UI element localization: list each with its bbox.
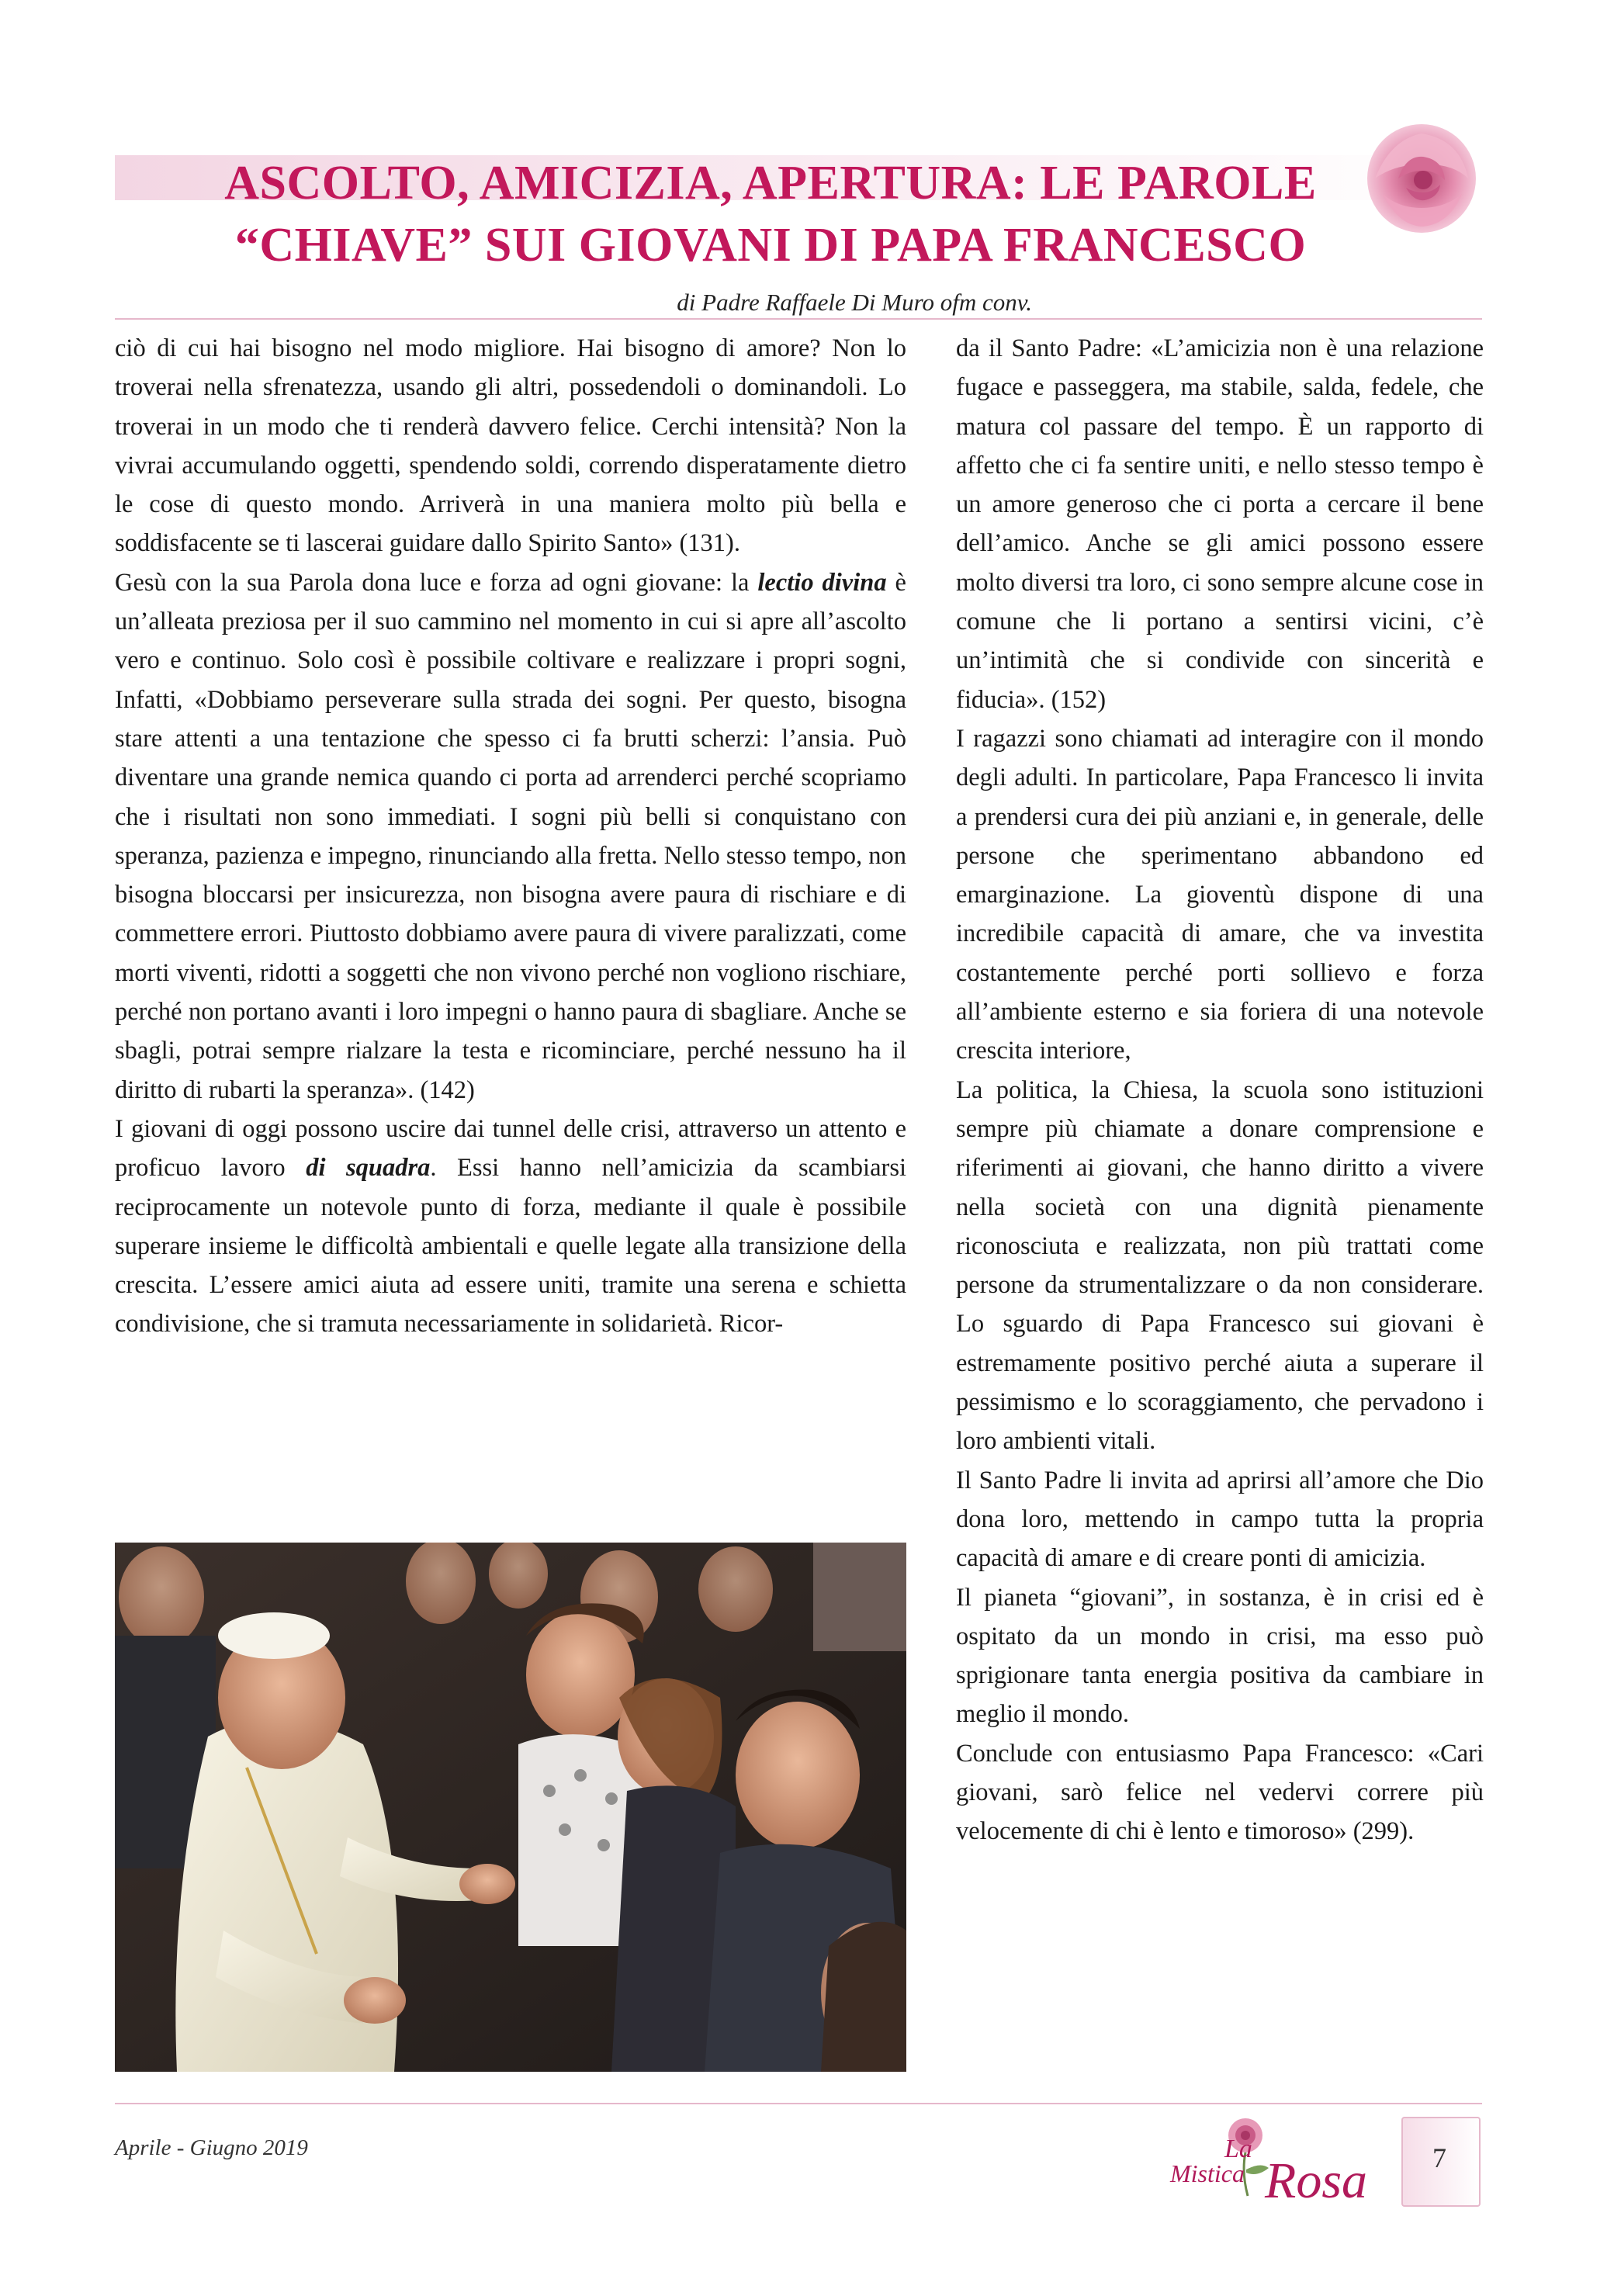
right-paragraph-2: I ragazzi sono chiamati ad interagire con il mondo degli adulti. In particolare, Papa Francesco li invita a prendersi cura dei più anziani e, in generale, delle persone che sperimentano abbandono ed emarginazione. La gioventù dispone di una incredibile capacità di amare, che va investita costantemente perché porti sollievo e forza all’ambiente esterno e sia foriera di una notevole crescita interiore, bbox=[956, 724, 1484, 1065]
footer-divider bbox=[115, 2103, 1482, 2104]
left-paragraph-2: Gesù con la sua Parola dona luce e forza ad ogni giovane: la lectio divina è un’alleata preziosa per il suo cammino nel momento in cui si apre all’ascolto vero e continuo. Solo così è possibile coltivare e realizzare i propri sogni, Infatti, «Dobbiamo perseverare sulla strada dei sogni. Per questo, bisogna stare attenti a una tentazione che spesso ci fa brutti scherzi: l’ansia. Può diventare una grande nemica quando ci porta ad arrenderci perché scopriamo che i risultati non sono immediati. I sogni più belli si conquistano con speranza, pazienza e impegno, rinunciando alla fretta. Nello stesso tempo, non bisogna bloccarsi per insicurezza, non bisogna avere paura di rischiare e di commettere errori. Piuttosto dobbiamo avere paura di vivere paralizzati, come morti viventi, ridotti a soggetti che non vivono perché non vogliono rischiare, perché non portano avanti i loro impegni o hanno paura di sbagliare. Anche se sbagli, potrai sempre rialzare la testa e ricominciare, perché nessuno ha il diritto di rubarti la speranza». (142) bbox=[115, 568, 906, 1104]
byline: di Padre Raffaele Di Muro ofm conv. bbox=[677, 289, 1032, 316]
logo-mistica: Mistica bbox=[1170, 2159, 1245, 2187]
logo-rosa: Rosa bbox=[1265, 2152, 1367, 2209]
lectio-divina-emphasis: lectio divina bbox=[757, 568, 887, 597]
issue-date: Aprile - Giugno 2019 bbox=[115, 2135, 308, 2160]
right-column bbox=[956, 329, 1484, 1851]
page-number: 7 bbox=[1432, 2142, 1446, 2173]
right-paragraph-5: Il pianeta “giovani”, in sostanza, è in crisi ed è ospitato da un mondo in crisi, ma esso può sprigionare tanta energia positiva da cambiare in meglio il mondo. bbox=[956, 1583, 1484, 1729]
article-title bbox=[115, 152, 1426, 276]
photo-pope-with-youths bbox=[115, 1543, 906, 2072]
right-paragraph-3: La politica, la Chiesa, la scuola sono istituzioni sempre più chiamate a donare comprensione e riferimenti ai giovani, che hanno diritto a vivere nella società con una dignità pienamente riconosciuta e realizzata, non più trattati come persone da strumentalizzare o da non considerare. Lo sguardo di Papa Francesco sui giovani è estremamente positivo perché aiuta a superare il pessimismo e lo scoraggiamento, che pervadono i loro ambienti vitali. bbox=[956, 1075, 1484, 1456]
right-paragraph-1: da il Santo Padre: «L’amicizia non è una relazione fugace e passeggera, ma stabile, salda, fedele, che matura col passare del tempo. È un rapporto di affetto che ci fa sentire uniti, e nello stesso tempo è un amore generoso che ci porta a cercare il bene dell’amico. Anche se gli amici possono essere molto diversi tra loro, ci sono sempre alcune cose in comune che li portano a sentirsi vicini, c’è un’intimità che si condivide con sincerità e fiducia». (152) bbox=[956, 334, 1484, 714]
title-line-2: “CHIAVE” SUI GIOVANI DI PAPA FRANCESCO bbox=[234, 219, 1307, 272]
title-divider bbox=[115, 318, 1482, 320]
left-column bbox=[115, 329, 906, 1344]
di-squadra-emphasis: di squadra bbox=[306, 1154, 431, 1183]
left-paragraph-3: I giovani di oggi possono uscire dai tunnel delle crisi, attraverso un attento e proficuo lavoro di squadra. Essi hanno nell’amicizia da scambiarsi reciprocamente un notevole punto di forza, mediante il quale è possibile superare insieme le difficoltà ambientali e quelle legate alla transizione della crescita. L’essere amici aiuta ad essere uniti, tramite una serena e schietta condivisione, che si tramuta necessariamente in solidarietà. Ricor- bbox=[115, 1114, 907, 1338]
rose-icon bbox=[1359, 116, 1484, 241]
left-paragraph-1: ciò di cui hai bisogno nel modo migliore. Hai bisogno di amore? Non lo troverai nella sfrenatezza, usando gli altri, possedendoli o dominandoli. Lo troverai in un modo che ti renderà davvero felice. Cerchi intensità? Non la vivrai accumulando oggetti, spendendo soldi, correndo disperatamente dietro le cose di questo mondo. Arriverà in una maniera molto più bella e soddisfacente se ti lascerai guidare dallo Spirito Santo» (131). bbox=[115, 334, 906, 558]
logo-la: La bbox=[1224, 2135, 1252, 2163]
right-paragraph-4: Il Santo Padre li invita ad aprirsi all’amore che Dio dona loro, mettendo in campo tutta la propria capacità di amare e di creare ponti di amicizia. bbox=[956, 1466, 1484, 1573]
title-line-1: ASCOLTO, AMICIZIA, APERTURA: LE PAROLE bbox=[224, 157, 1317, 210]
la-mistica-rosa-logo bbox=[1110, 2111, 1389, 2211]
right-paragraph-6: Conclude con entusiasmo Papa Francesco: «Cari giovani, sarò felice nel vedervi correre più velocemente di chi è lento e timoroso» (299). bbox=[956, 1739, 1484, 1846]
